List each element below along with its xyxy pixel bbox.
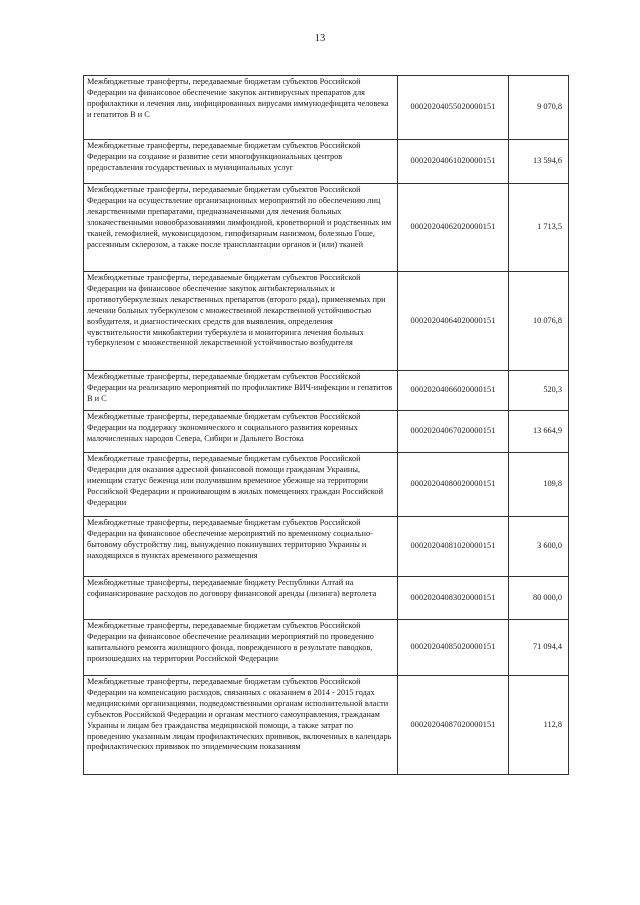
row-amount: 1 713,5 — [509, 184, 569, 272]
row-amount: 10 076,8 — [509, 272, 569, 371]
table-row — [84, 184, 569, 272]
table-row — [84, 620, 569, 676]
row-description: Межбюджетные трансферты, передаваемые бюджетам субъектов Российской Федерации на осуществление организационных мероприятий по обеспечению лиц лекарственными препаратами, предназначенными для лечения больных злокачественными новообразованиями лимфоидной, кроветворной и родственных им тканей, гемофилией, муковисцидозом, гипофизарным нанизмом, болезнью Гоше, рассеянным склерозом, а также после трансплантации органов и (или) тканей — [84, 184, 398, 272]
row-amount: 112,8 — [509, 676, 569, 775]
row-amount: 80 000,0 — [509, 577, 569, 620]
row-code: 00020204055020000151 — [398, 76, 509, 140]
transfers-table — [83, 75, 569, 775]
row-code: 00020204067020000151 — [398, 411, 509, 453]
table-row — [84, 371, 569, 411]
row-code: 00020204080020000151 — [398, 453, 509, 517]
row-amount: 71 094,4 — [509, 620, 569, 676]
table-row — [84, 140, 569, 184]
row-code: 00020204064020000151 — [398, 272, 509, 371]
row-amount: 13 664,9 — [509, 411, 569, 453]
row-amount: 9 070,8 — [509, 76, 569, 140]
row-description: Межбюджетные трансферты, передаваемые бюджетам субъектов Российской Федерации для оказания адресной финансовой помощи гражданам Украины, имеющим статус беженца или получившим временное убежище на территории Российской Федерации и проживающим в жилых помещениях граждан Российской Федерации — [84, 453, 398, 517]
table-row — [84, 517, 569, 577]
page-number: 13 — [314, 33, 326, 44]
row-code: 00020204085020000151 — [398, 620, 509, 676]
row-code: 00020204061020000151 — [398, 140, 509, 184]
row-amount: 109,8 — [509, 453, 569, 517]
row-amount: 3 600,0 — [509, 517, 569, 577]
row-description: Межбюджетные трансферты, передаваемые бюджетам субъектов Российской Федерации на поддержку экономического и социального развития коренных малочисленных народов Севера, Сибири и Дальнего Востока — [84, 411, 398, 453]
row-code: 00020204087020000151 — [398, 676, 509, 775]
row-description: Межбюджетные трансферты, передаваемые бюджетам субъектов Российской Федерации на финансовое обеспечение закупок антибактериальных и противотуберкулезных лекарственных препаратов (второго ряда), применяемых при лечении больных туберкулезом с множественной лекарственной устойчивостью возбудителя, и диагностических средств для выявления, определения чувствительности микобактерии туберкулеза и мониторинга лечения больных туберкулезом с множественной лекарственной устойчивостью возбудителя — [84, 272, 398, 371]
row-description: Межбюджетные трансферты, передаваемые бюджетам субъектов Российской Федерации на финансовое обеспечение закупок антивирусных препаратов для профилактики и лечения лиц, инфицированных вирусами иммунодефицита человека и гепатитов В и С — [84, 76, 398, 140]
table-row — [84, 76, 569, 140]
row-description: Межбюджетные трансферты, передаваемые бюджетам субъектов Российской Федерации на реализацию мероприятий по профилактике ВИЧ-инфекции и гепатитов В и С — [84, 371, 398, 411]
table-row — [84, 453, 569, 517]
table-row — [84, 676, 569, 775]
row-amount: 13 594,6 — [509, 140, 569, 184]
table-row — [84, 272, 569, 371]
table-row — [84, 411, 569, 453]
row-description: Межбюджетные трансферты, передаваемые бюджетам субъектов Российской Федерации на финансовое обеспечение мероприятий по временному социально-бытовому обустройству лиц, вынужденно покинувших территорию Украины и находящихся в пунктах временного размещения — [84, 517, 398, 577]
row-code: 00020204083020000151 — [398, 577, 509, 620]
row-description: Межбюджетные трансферты, передаваемые бюджетам субъектов Российской Федерации на компенсацию расходов, связанных с оказанием в 2014 - 2015 годах медицинскими организациями, подведомственными органам исполнительной власти субъектов Российской Федерации и органам местного самоуправления, гражданам Украины и лицам без гражданства медицинской помощи, а также затрат по проведению указанным лицам профилактических прививок, включенных в календарь профилактических прививок по эпидемическим показаниям — [84, 676, 398, 775]
row-description: Межбюджетные трансферты, передаваемые бюджетам субъектов Российской Федерации на создание и развитие сети многофункциональных центров предоставления государственных и муниципальных услуг — [84, 140, 398, 184]
row-amount: 520,3 — [509, 371, 569, 411]
row-code: 00020204062020000151 — [398, 184, 509, 272]
row-code: 00020204066020000151 — [398, 371, 509, 411]
table-row — [84, 577, 569, 620]
row-code: 00020204081020000151 — [398, 517, 509, 577]
row-description: Межбюджетные трансферты, передаваемые бюджетам субъектов Российской Федерации на финансовое обеспечение реализации мероприятий по проведению капитального ремонта жилищного фонда, поврежденного в результате паводков, произошедших на территории Российской Федерации — [84, 620, 398, 676]
row-description: Межбюджетные трансферты, передаваемые бюджету Республики Алтай на софинансирование расходов по договору финансовой аренды (лизинга) вертолета — [84, 577, 398, 620]
